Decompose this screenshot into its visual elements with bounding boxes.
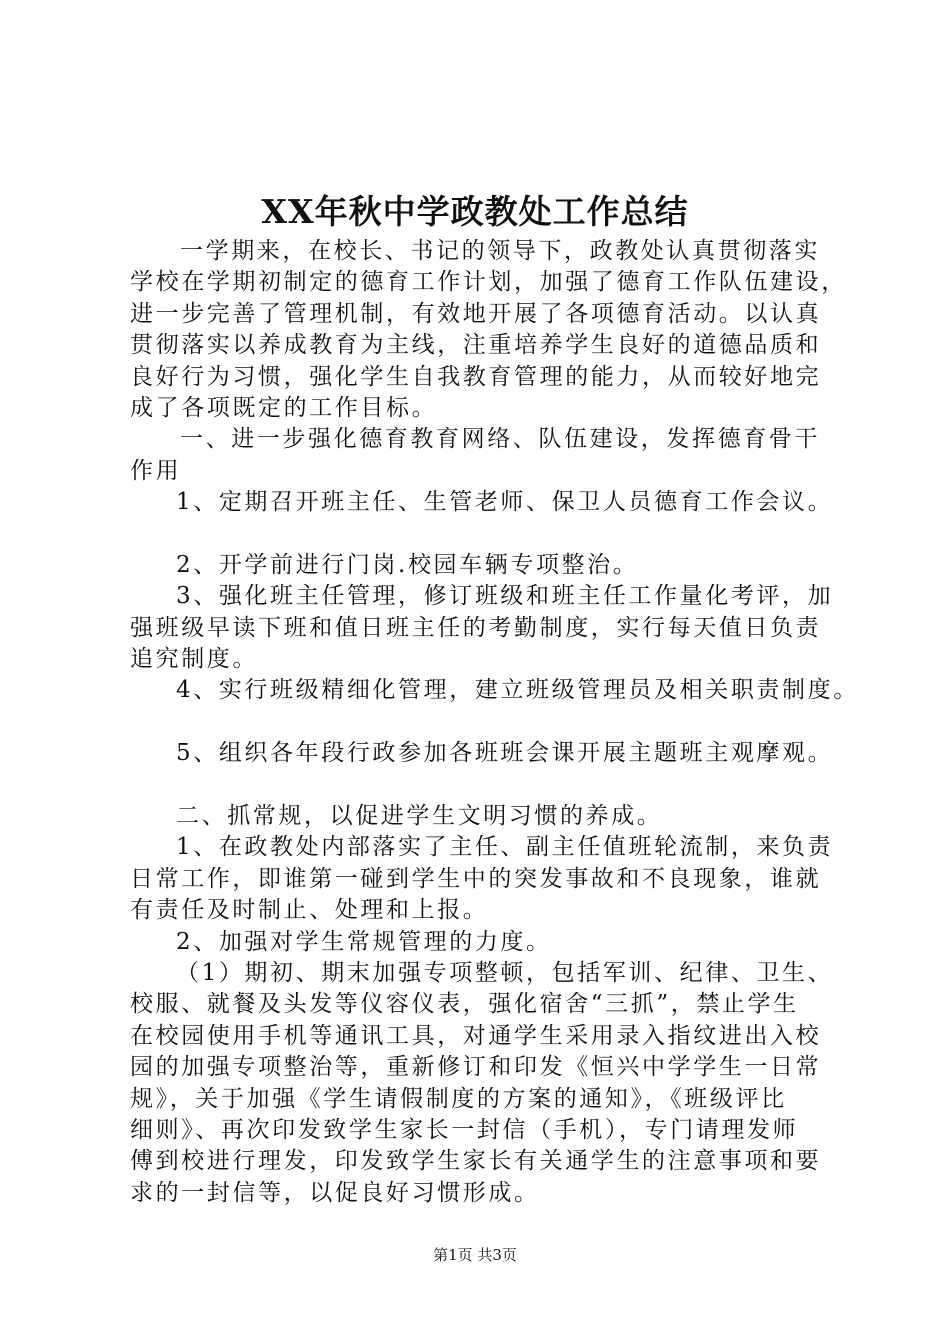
paragraph-line: 校服、就餐及头发等仪容仪表，强化宿舍“三抓”，禁止学生 — [130, 991, 799, 1018]
paragraph-line: 进一步完善了管理机制，有效地开展了各项德育活动。以认真 — [130, 300, 822, 327]
blank-line — [130, 519, 830, 550]
list-item: 1、定期召开班主任、生管老师、保卫人员德育工作会议。 — [176, 489, 834, 516]
paragraph-line: 良好行为习惯，强化学生自我教育管理的能力，从而较好地完 — [130, 363, 822, 390]
paragraph-line: 学校在学期初制定的德育工作计划，加强了德育工作队伍建设， — [130, 269, 847, 296]
list-item: 3、强化班主任管理，修订班级和班主任工作量化考评，加 — [176, 583, 834, 610]
sub-list-item: （1）期初、期末加强专项整顿，包括军训、纪律、卫生、 — [176, 959, 834, 986]
paragraph-line: 有责任及时制止、处理和上报。 — [130, 897, 489, 924]
paragraph-line: 在校园使用手机等通讯工具，对通学生采用录入指纹进出入校 — [130, 1022, 822, 1049]
page-number-footer: 第1页 共3页 — [433, 1246, 517, 1264]
paragraph-line: 细则》、再次印发致学生家长一封信（手机），专门请理发师 — [130, 1116, 799, 1143]
paragraph-line: 贯彻落实以养成教育为主线，注重培养学生良好的道德品质和 — [130, 332, 822, 359]
section-heading: 二、抓常规，以促进学生文明习惯的养成。 — [176, 803, 663, 830]
paragraph-line: 求的一封信等，以促良好习惯形成。 — [130, 1179, 540, 1206]
list-item: 1、在政教处内部落实了主任、副主任值班轮流制，来负责 — [176, 834, 834, 861]
paragraph-line: 园的加强专项整治等，重新修订和印发《恒兴中学学生一日常 — [130, 1054, 822, 1081]
blank-line — [130, 770, 830, 801]
list-item: 5、组织各年段行政参加各班班会课开展主题班主观摩观。 — [176, 740, 834, 767]
paragraph-line: 规》，关于加强《学生请假制度的方案的通知》，《班级评比 — [130, 1085, 787, 1112]
paragraph-line: 傅到校进行理发，印发致学生家长有关通学生的注意事项和要 — [130, 1148, 822, 1175]
list-item: 4、实行班级精细化管理，建立班级管理员及相关职责制度。 — [176, 677, 859, 704]
list-item: 2、加强对学生常规管理的力度。 — [176, 928, 552, 955]
paragraph-line: 日常工作，即谁第一碰到学生中的突发事故和不良现象，谁就 — [130, 865, 822, 892]
document-title: XX年秋中学政教处工作总结 — [261, 192, 689, 231]
paragraph-line: 追究制度。 — [130, 646, 258, 673]
paragraph-line: 强班级早读下班和值日班主任的考勤制度，实行每天值日负责 — [130, 614, 822, 641]
paragraph-line: 成了各项既定的工作目标。 — [130, 394, 438, 421]
section-heading: 一、进一步强化德育教育网络、队伍建设，发挥德育骨干 — [180, 426, 820, 453]
document-body — [130, 236, 859, 1209]
section-heading-continued: 作用 — [130, 457, 182, 484]
paragraph-line: 一学期来，在校长、书记的领导下，政教处认真贯彻落实 — [180, 238, 820, 264]
list-item: 2、开学前进行门岗.校园车辆专项整治。 — [176, 551, 639, 578]
blank-line — [130, 707, 830, 738]
